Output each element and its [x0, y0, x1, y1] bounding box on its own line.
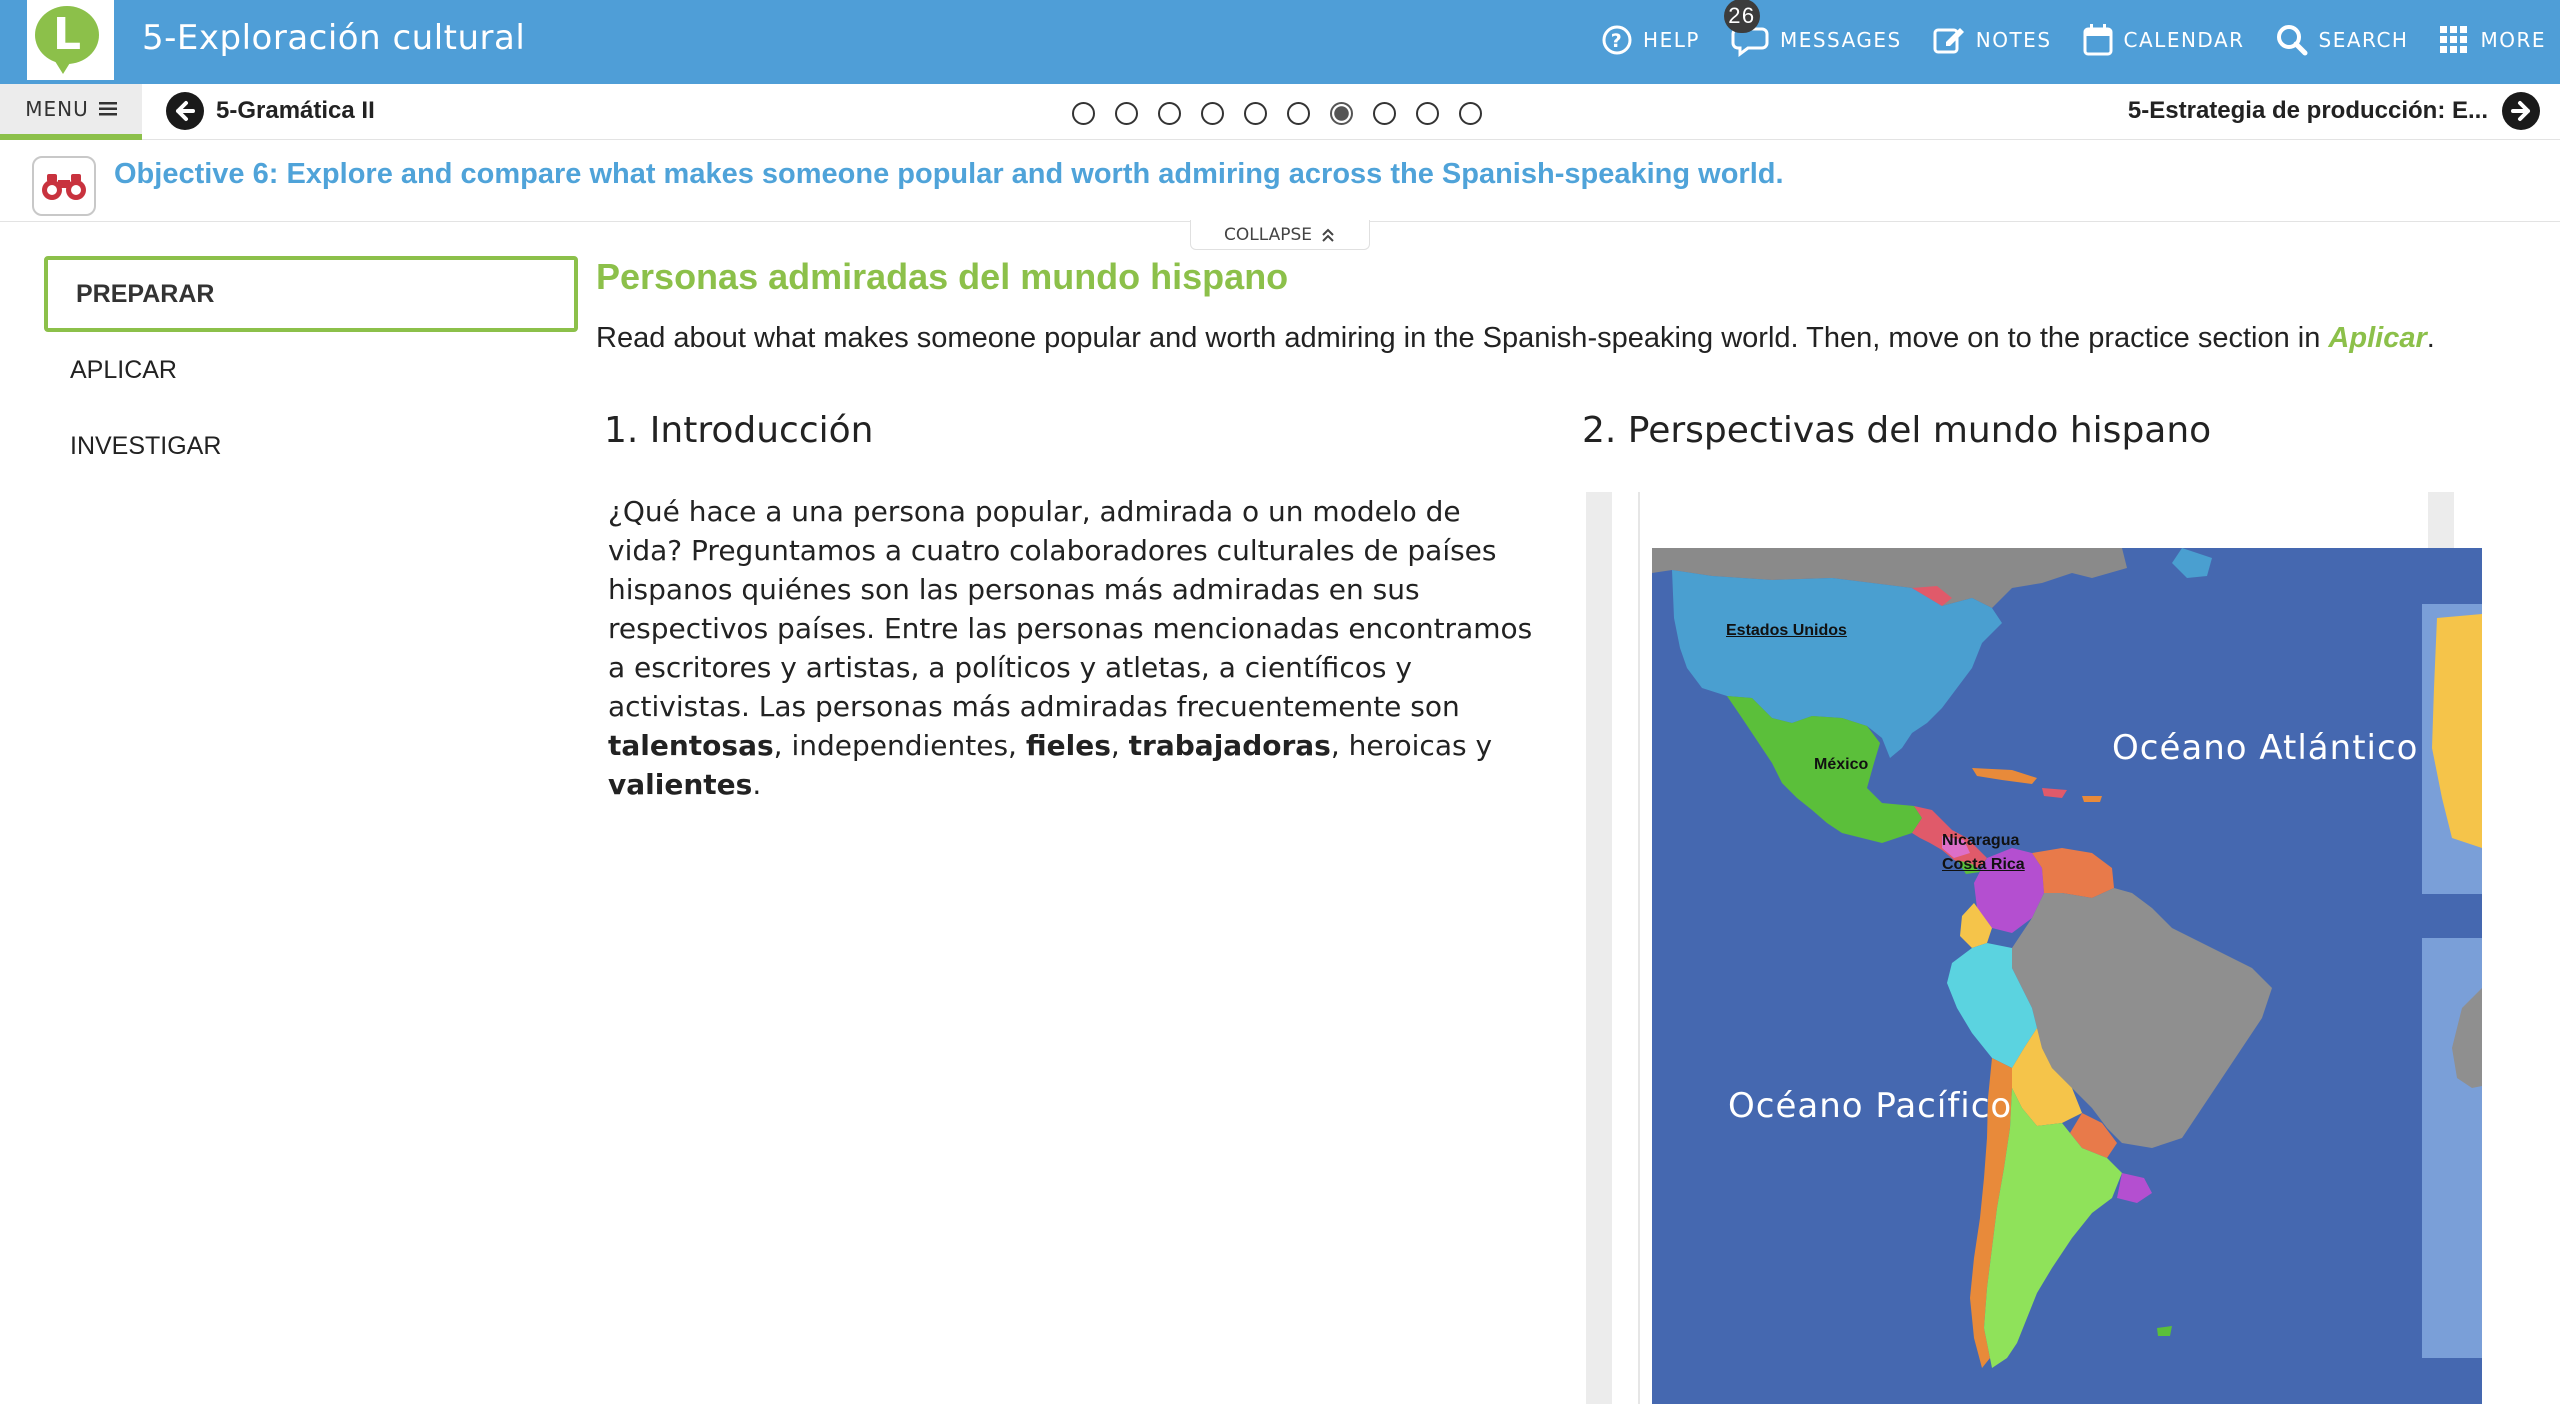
collapse-label: COLLAPSE [1224, 224, 1312, 245]
next-lesson-link[interactable] [2128, 92, 2540, 130]
help-icon [1601, 24, 1633, 56]
americas-map[interactable] [1652, 548, 2482, 1404]
page-dot[interactable] [1158, 102, 1181, 125]
help-label: HELP [1643, 28, 1700, 52]
svg-text:?: ? [1610, 30, 1624, 52]
previous-lesson-link[interactable] [166, 92, 375, 130]
messages-label: MESSAGES [1779, 28, 1902, 52]
section-sidebar [44, 256, 578, 484]
more-label: MORE [2480, 28, 2546, 52]
page-description [596, 322, 2435, 355]
page-dot[interactable] [1459, 102, 1482, 125]
intro-text-3: , [1110, 729, 1129, 762]
page-dot[interactable] [1244, 102, 1267, 125]
arrow-left-icon [166, 92, 204, 130]
sidebar-item-label: PREPARAR [76, 279, 215, 308]
venezuela-shape [2032, 848, 2114, 898]
description-text: Read about what makes someone popular and worth admiring in the Spanish-speaking world. Then, move on to the practice section in [596, 322, 2329, 354]
label-pacific-ocean: Océano Pacífico [1728, 1086, 2013, 1126]
label-nicaragua[interactable]: Nicaragua [1942, 832, 2020, 849]
app-title: 5-Exploración cultural [142, 18, 526, 58]
page-dots [1072, 102, 1482, 125]
sidebar-item-label: APLICAR [70, 355, 177, 384]
app-logo[interactable] [27, 0, 114, 80]
top-bar [0, 0, 2560, 84]
sidebar-item-label: INVESTIGAR [70, 431, 222, 460]
intro-bold-2: fieles [1025, 729, 1111, 762]
arrow-right-icon [2502, 92, 2540, 130]
more-button[interactable] [2438, 24, 2546, 56]
search-button[interactable] [2275, 23, 2409, 57]
lesson-nav-bar [0, 84, 2560, 140]
messages-badge: 26 [1724, 0, 1760, 33]
page-dot[interactable] [1416, 102, 1439, 125]
section-intro-title: 1. Introducción [604, 410, 874, 451]
page-dot[interactable] [1201, 102, 1224, 125]
label-mexico[interactable]: México [1814, 756, 1869, 773]
caribbean-shape [1972, 768, 2037, 784]
intro-bold-1: talentosas [608, 729, 774, 762]
sidebar-item-preparar[interactable] [44, 256, 578, 332]
island-shape [2172, 548, 2212, 578]
intro-bold-4: valientes [608, 768, 753, 801]
page-dot[interactable] [1330, 102, 1353, 125]
help-button[interactable] [1601, 24, 1700, 56]
notes-icon [1932, 24, 1966, 56]
grid-icon [2438, 24, 2470, 56]
falklands-shape [2157, 1326, 2172, 1336]
intro-text-5: . [752, 768, 762, 801]
label-costa-rica[interactable]: Costa Rica [1942, 856, 2025, 873]
intro-text-2: , independientes, [773, 729, 1026, 762]
previous-lesson-label: 5-Gramática II [216, 97, 375, 124]
next-lesson-label: 5-Estrategia de producción: E... [2127, 97, 2488, 124]
caribbean-shape-2 [2042, 788, 2067, 798]
sidebar-item-aplicar[interactable] [44, 332, 578, 408]
page-dot[interactable] [1287, 102, 1310, 125]
search-icon [2275, 23, 2309, 57]
menu-button[interactable] [0, 84, 142, 140]
objective-text: Objective 6: Explore and compare what makes someone popular and worth admiring across the Spanish-speaking world. [114, 158, 1784, 190]
hamburger-icon [99, 102, 117, 116]
page-dot[interactable] [1115, 102, 1138, 125]
search-label: SEARCH [2318, 28, 2409, 52]
page-dot[interactable] [1072, 102, 1095, 125]
messages-button[interactable] [1728, 3, 1902, 57]
intro-bold-3: trabajadoras [1128, 729, 1331, 762]
page-title: Personas admiradas del mundo hispano [596, 256, 1289, 297]
double-chevron-up-icon [1320, 227, 1336, 243]
objective-banner [0, 140, 2560, 222]
intro-paragraph [608, 492, 1538, 804]
intro-text-4: , heroicas y [1330, 729, 1493, 762]
calendar-label: CALENDAR [2123, 28, 2245, 52]
collapse-button[interactable] [1190, 220, 1370, 250]
binoculars-icon [32, 156, 96, 216]
uruguay-shape [2117, 1173, 2152, 1203]
description-end: . [2426, 322, 2435, 354]
panel-divider [1638, 492, 1640, 1404]
scrollbar-left[interactable] [1586, 492, 1612, 1404]
intro-text-1: ¿Qué hace a una persona popular, admirada o un modelo de vida? Preguntamos a cuatro colaboradores culturales de países hispanos quiénes son las personas más admiradas en sus respectivos países. Entre las personas mencionadas encontramos a escritores y artistas, a políticos y atletas, a científicos y activistas. Las personas más admiradas frecuentemente son [608, 495, 1533, 723]
menu-label: MENU [25, 97, 89, 121]
calendar-icon [2082, 23, 2114, 57]
notes-label: NOTES [1975, 28, 2052, 52]
logo-letter: L [52, 9, 82, 60]
page-dot[interactable] [1373, 102, 1396, 125]
sidebar-item-investigar[interactable] [44, 408, 578, 484]
top-nav [1601, 0, 2546, 80]
label-atlantic-ocean: Océano Atlántico [2112, 728, 2419, 768]
section-perspectives-title: 2. Perspectivas del mundo hispano [1582, 410, 2212, 451]
caribbean-shape-3 [2082, 796, 2102, 802]
notes-button[interactable] [1932, 24, 2052, 56]
map-panel [1586, 492, 2486, 1404]
label-usa[interactable]: Estados Unidos [1726, 622, 1847, 639]
map-graphic [1652, 548, 2482, 1404]
aplicar-link[interactable]: Aplicar [2328, 322, 2427, 354]
calendar-button[interactable] [2082, 23, 2245, 57]
